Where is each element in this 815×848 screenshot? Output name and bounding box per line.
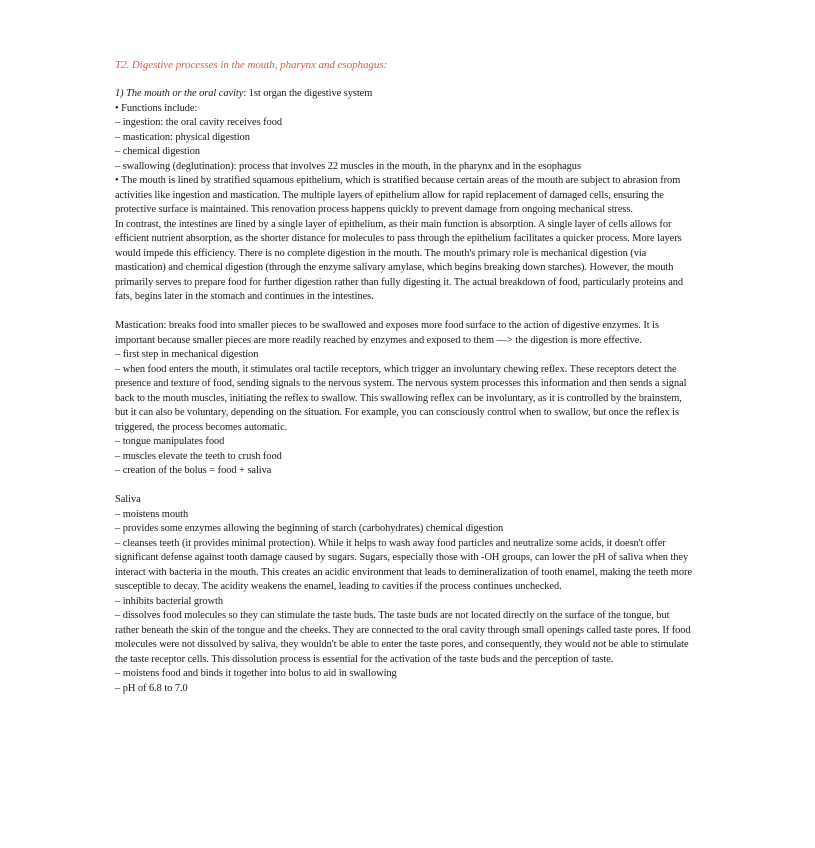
function-mastication: – mastication: physical digestion bbox=[115, 131, 250, 143]
section-heading-italic: 1) The mouth or the oral cavity bbox=[115, 88, 244, 99]
saliva-cleanses-paragraph: – cleanses teeth (it provides minimal protection). While it helps to wash away food particles and neutralize some acids, it doesn't offer significant defense against tooth damage caused by sugars. Sugars, especially those with -OH groups, can lower the pH of saliva when they interact with bacteria in the mouth. This creates an acidic environment that leads to demineralization of tooth enamel, making the teeth more susceptible to decay. The acidity weakens the enamel, leading to cavities if the process continues unchecked. bbox=[115, 537, 693, 592]
function-swallowing: – swallowing (deglutination): process that involves 22 muscles in the mouth, in the pharynx and in the esophagus bbox=[115, 160, 581, 172]
saliva-ph: – pH of 6.8 to 7.0 bbox=[115, 682, 188, 694]
section-heading-mouth bbox=[115, 87, 695, 102]
saliva-enzymes: – provides some enzymes allowing the beginning of starch (carbohydrates) chemical digestion bbox=[115, 523, 504, 534]
saliva-moistens-food: – moistens food and binds it together into bolus to aid in swallowing bbox=[115, 668, 397, 679]
saliva-moistens-mouth: – moistens mouth bbox=[115, 508, 189, 520]
saliva-heading: Saliva bbox=[115, 494, 141, 505]
contrast-paragraph: In contrast, the intestines are lined by a single layer of epithelium, as their main function is absorption. A single layer of cells allows for efficient nutrient absorption, as the shorter distance for molecules to pass through the epithelium facilitates a quicker process. More layers would impede this efficiency. There is no complete digestion in the mouth. The mouth's primary role is mechanical digestion (via mastication) and chemical digestion (through the enzyme salivary amylase, which begins breaking down starches). However, the mouth primarily serves to prepare food for further digestion rather than fully digesting it. The actual breakdown of food, particularly proteins and fats, begins later in the stomach and continues in the intestines. bbox=[115, 218, 684, 302]
saliva-dissolves-paragraph: – dissolves food molecules so they can stimulate the taste buds. The taste buds are not located directly on the surface of the tongue, but rather beneath the skin of the tongue and the cheeks. They are connected to the oral cavity through small openings called taste pores. If food molecules were not dissolved by saliva, they wouldn't be able to enter the taste pores, and consequently, they would not be able to stimulate the taste receptor cells. This dissolution process is essential for the activation of the taste buds and the perception of taste. bbox=[115, 610, 691, 665]
function-chemical-digestion: – chemical digestion bbox=[115, 146, 200, 157]
functions-line: • Functions include: bbox=[115, 102, 198, 114]
page-title: T2. Digestive processes in the mouth, pharynx and esophagus: bbox=[115, 59, 388, 71]
saliva-inhibits-bacteria: – inhibits bacterial growth bbox=[115, 595, 224, 607]
function-ingestion: – ingestion: the oral cavity receives food bbox=[115, 117, 282, 128]
mastication-intro: Mastication: breaks food into smaller pieces to be swallowed and exposes more food surface to the action of digestive enzymes. It is important because smaller pieces are more readily reached by enzymes and exposed to them —> the digestion is more effective. bbox=[115, 320, 659, 346]
mastication-muscles: – muscles elevate the teeth to crush food bbox=[115, 450, 282, 462]
mastication-tongue: – tongue manipulates food bbox=[115, 436, 225, 447]
mastication-bolus: – creation of the bolus = food + saliva bbox=[115, 465, 272, 476]
document-page bbox=[115, 58, 695, 696]
mastication-first-step: – first step in mechanical digestion bbox=[115, 349, 259, 360]
section-heading-rest: : 1st organ the digestive system bbox=[243, 88, 373, 99]
mastication-reflex-paragraph: – when food enters the mouth, it stimulates oral tactile receptors, which trigger an involuntary chewing reflex. These receptors detect the presence and texture of food, sending signals to the nervous system. The nervous system processes this information and then sends a signal back to the mouth muscles, initiating the reflex to swallow. This swallowing reflex can be involuntary, as it is controlled by the brainstem, but it can also be voluntary, depending on the situation. For example, you can consciously control when to swallow, but once the reflex is triggered, the process becomes automatic. bbox=[115, 363, 687, 433]
epithelium-paragraph: • The mouth is lined by stratified squamous epithelium, which is stratified because certain areas of the mouth are subject to abrasion from activities like ingestion and mastication. The multiple layers of epithelium allow for rapid replacement of damaged cells, ensuring the protective surface is maintained. This renovation process happens quickly to prevent damage from ongoing mechanical stress. bbox=[115, 175, 681, 215]
spacer bbox=[115, 479, 695, 494]
spacer bbox=[115, 305, 695, 320]
